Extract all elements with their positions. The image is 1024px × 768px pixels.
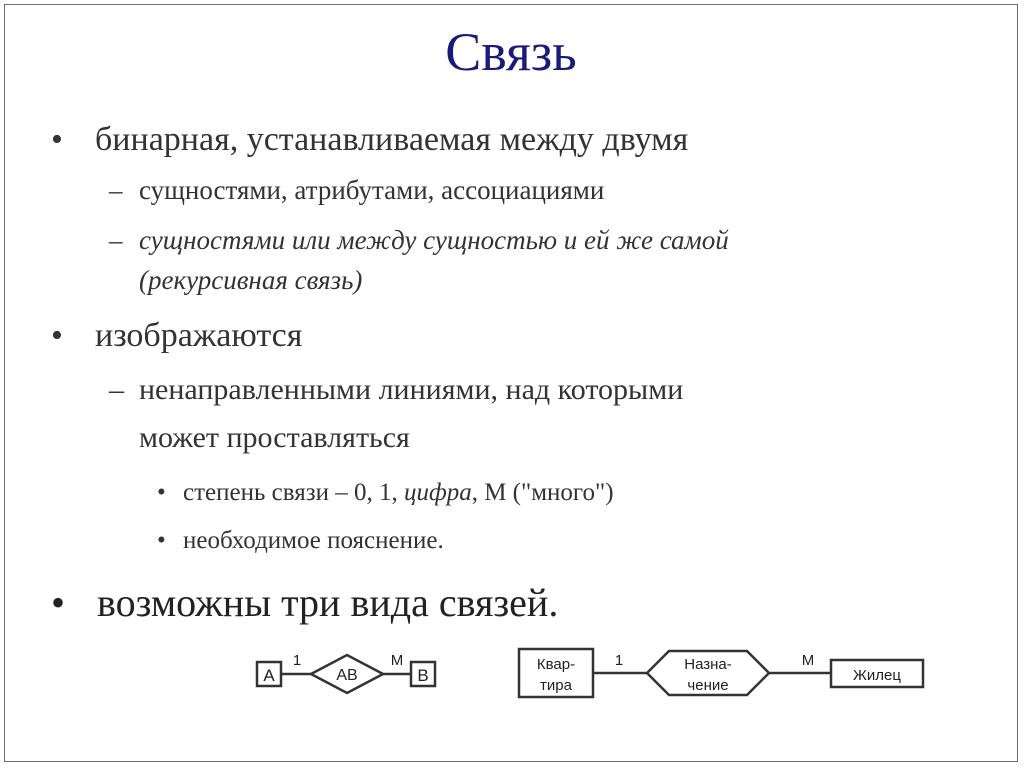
entity-b-label: B xyxy=(417,666,429,685)
sub-bullet-recursive-cont: (рекурсивная связь) xyxy=(139,265,363,295)
degree-label-right: M xyxy=(801,652,815,669)
bullet-text: изображаются xyxy=(95,317,303,354)
entity-apartment-label-2: тира xyxy=(540,677,572,694)
relation-label-1: Назна- xyxy=(684,656,732,673)
degree-label-right: M xyxy=(390,652,404,669)
er-diagram-right xyxy=(519,649,923,697)
bullet-marker: • xyxy=(157,527,166,554)
bullet-marker: • xyxy=(157,479,166,506)
bullet-marker: • xyxy=(51,317,63,354)
bullet-marker: • xyxy=(51,121,63,158)
sub-bullet-text: ненаправленными линиями, над которыми xyxy=(139,373,684,406)
entity-a-label: A xyxy=(263,666,275,685)
dash-marker: – xyxy=(109,373,124,406)
er-diagram-left xyxy=(257,652,435,693)
dash-marker: – xyxy=(109,225,123,255)
relation-label: AB xyxy=(336,667,358,684)
slide xyxy=(4,4,1018,762)
item-text-after: , М ("много") xyxy=(471,479,614,506)
er-diagrams xyxy=(5,5,1017,761)
degree-label-left: 1 xyxy=(614,652,624,669)
degree-label-left: 1 xyxy=(292,652,302,669)
item-text: необходимое пояснение. xyxy=(183,527,444,554)
item-text-before: степень связи – 0, 1, xyxy=(183,479,404,506)
sub-bullet-text: сущностями, атрибутами, ассоциациями xyxy=(139,175,605,205)
relation-label-2: чение xyxy=(687,677,729,694)
slide-title: Связь xyxy=(445,22,577,82)
sub-bullet-lines-cont: может проставляться xyxy=(139,421,410,454)
sub-bullet-text: сущностями или между сущностью и ей же самой xyxy=(139,225,729,255)
dash-marker: – xyxy=(109,175,123,205)
entity-tenant-label: Жилец xyxy=(853,667,901,684)
bullet-text: возможны три вида связей. xyxy=(97,580,559,625)
bullet-text: бинарная, устанавливаемая между двумя xyxy=(95,121,689,158)
entity-apartment-label-1: Квар- xyxy=(536,656,576,673)
item-text-italic: цифра xyxy=(403,479,472,506)
bullet-marker: • xyxy=(51,580,66,625)
